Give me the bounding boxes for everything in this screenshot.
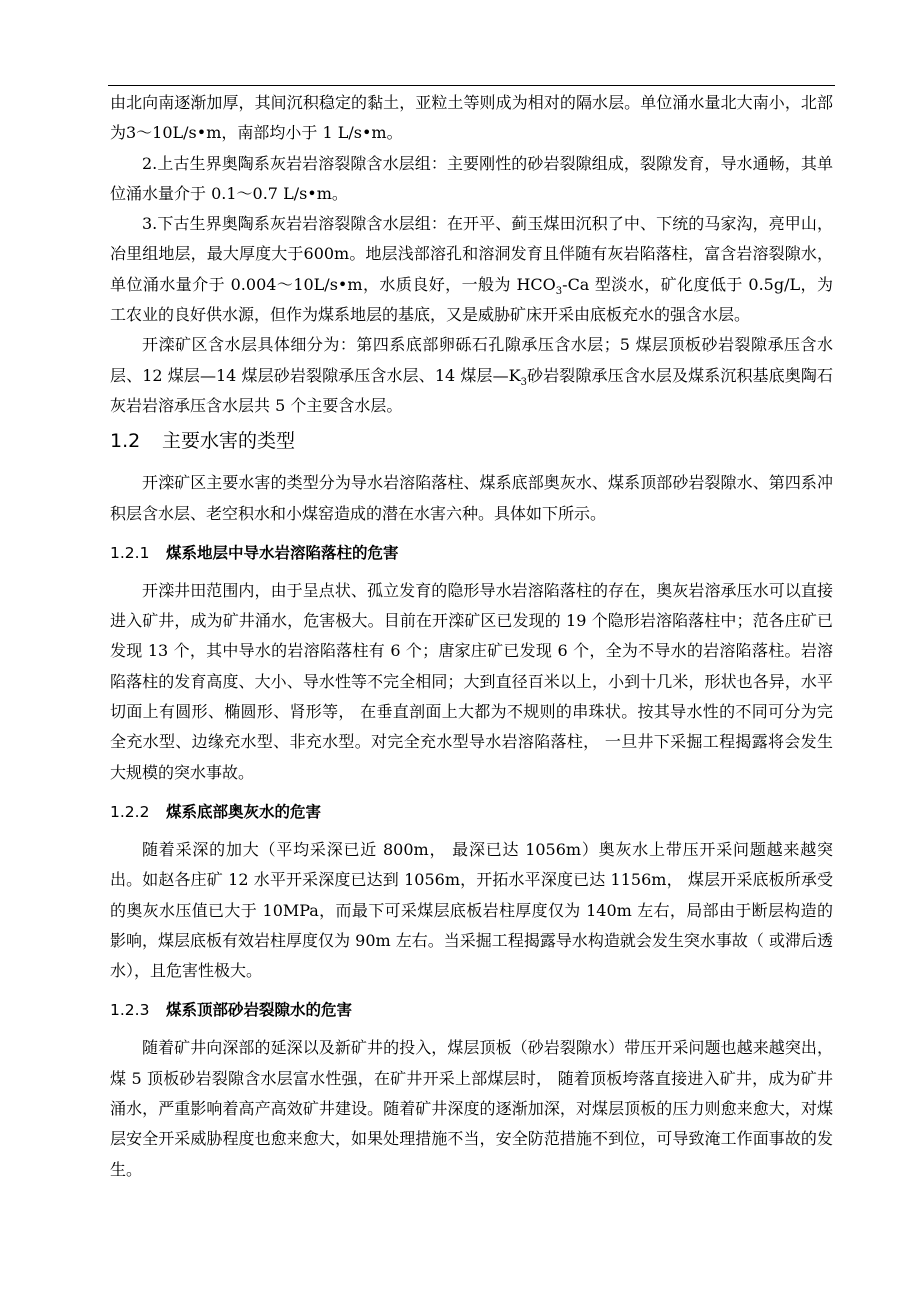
subsection-heading-1-2-1 (110, 538, 833, 568)
subsection-title: 煤系顶部砂岩裂隙水的危害 (166, 1001, 353, 1020)
paragraph-ordovician-limestone-water: 随着采深的加大（平均采深已近 800m， 最深已达 1056m）奥灰水上带压开采问题越来越突出。如赵各庄矿 12 水平开采深度已达到 1056m，开拓水平深度已达 1156m， 煤层开采底板所承受的奥灰水压值已大于 10MPa，而最下可采煤层底板岩柱厚度仅为 140m 左右，局部由于断层构造的影响，煤层底板有效岩柱厚度仅为 90m 左右。当采掘工程揭露导水构造就会发生突水事故（ 或滞后透水），且危害性极大。 (110, 839, 833, 981)
paragraph-sandstone-fissure-water: 随着矿井向深部的延深以及新矿井的投入，煤层顶板（砂岩裂隙水）带压开采问题也越来越突出，煤 5 顶板砂岩裂隙含水层富水性强，在矿井开采上部煤层时， 随着顶板垮落直接进入矿井，成为矿井涌水，严重影响着高产高效矿井建设。随着矿井深度的逐渐加深，对煤层顶板的压力则愈来愈大，对煤层安全开采威胁程度也愈来愈大，如果处理措施不当，安全防范措施不到位，可导致淹工作面事故的发生。 (110, 1038, 833, 1179)
subsection-title: 煤系底部奥灰水的危害 (166, 802, 322, 821)
p4-text-a: 开滦矿区含水层具体细分为：第四系底部卵砾石孔隙承压含水层；5 煤层顶板砂岩裂隙承压含水层、12 煤层—14 煤层砂岩裂隙承压含水层、14 煤层—K (110, 335, 833, 385)
subsection-number: 1.2.3 (110, 1001, 150, 1020)
section-number: 1.2 (110, 430, 141, 453)
p3-text-b: -Ca 型淡水，矿化度低于 0.5g/L，为工农业的良好供水源，但作为煤系地层的基底，又是威胁矿床开采由底板充水的强含水层。 (110, 274, 833, 325)
header-rule (108, 85, 835, 86)
p4-subscript: 3 (520, 376, 527, 388)
subsection-number: 1.2.2 (110, 802, 150, 821)
paragraph-upper-paleozoic-aquifer: 2.上古生界奥陶系灰岩岩溶裂隙含水层组：主要刚性的砂岩裂隙组成，裂隙发育，导水通畅，其单位涌水量介于 0.1～0.7 L/s•m。 (110, 153, 833, 203)
subsection-number: 1.2.1 (110, 543, 150, 562)
p3-subscript: 3 (555, 285, 563, 297)
document-body (110, 88, 833, 1185)
paragraph-aquifer-summary (110, 330, 833, 421)
paragraph-karst-collapse-column: 开滦井田范围内，由于呈点状、孤立发育的隐形导水岩溶陷落柱的存在，奥灰岩溶承压水可以直接进入矿井，成为矿井涌水，危害极大。目前在开滦矿区已发现的 19 个隐形岩溶陷落柱中；范各庄矿已发现 13 个，其中导水的岩溶陷落柱有 6 个；唐家庄矿已发现 6 个，全为不导水的岩溶陷落柱。岩溶陷落柱的发育高度、大小、导水性等不完全相同；大到直径百米以上，小到十几米，形状也各异，水平切面上有圆形、椭圆形、肾形等， 在垂直剖面上大都为不规则的串珠状。按其导水性的不同可分为完全充水型、边缘充水型、非充水型。对完全充水型导水岩溶陷落柱， 一旦井下采掘工程揭露将会发生大规模的突水事故。 (110, 580, 833, 782)
subsection-title: 煤系地层中导水岩溶陷落柱的危害 (166, 543, 399, 562)
p4-text-b: 砂岩裂隙承压含水层及煤系沉积基底奥陶石灰岩岩溶承压含水层共 5 个主要含水层。 (110, 365, 833, 415)
paragraph-lower-paleozoic-aquifer (110, 209, 833, 330)
paragraph-aquifer-quaternary-cont: 由北向南逐渐加厚，其间沉积稳定的黏土，亚粒土等则成为相对的隔水层。单位涌水量北大南小，北部为3～10L/s•m，南部均小于 1 L/s•m。 (110, 93, 833, 143)
paragraph-section-intro: 开滦矿区主要水害的类型分为导水岩溶陷落柱、煤系底部奥灰水、煤系顶部砂岩裂隙水、第四系冲积层含水层、老空积水和小煤窑造成的潜在水害六种。具体如下所示。 (110, 473, 833, 523)
subsection-heading-1-2-2 (110, 797, 833, 827)
p3-text-a: 3.下古生界奥陶系灰岩岩溶裂隙含水层组：在开平、蓟玉煤田沉积了中、下统的马家沟，亮甲山，冶里组地层，最大厚度大于600m。地层浅部溶孔和溶洞发育且伴随有灰岩陷落柱，富含岩溶裂隙水，单位涌水量介于 0.004～10L/s•m，水质良好，一般为 HCO (110, 214, 833, 294)
section-title: 主要水害的类型 (162, 430, 296, 453)
subsection-heading-1-2-3 (110, 995, 833, 1025)
section-heading-1-2 (110, 426, 833, 456)
